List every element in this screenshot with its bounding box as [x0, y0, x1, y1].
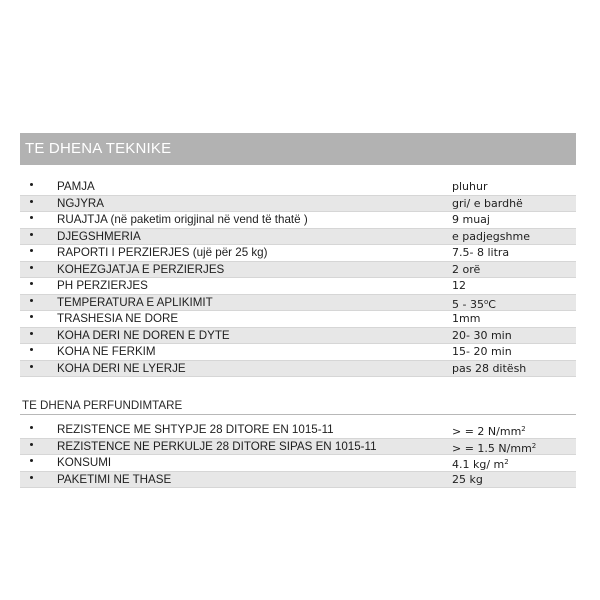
- row-value: e padjegshme: [452, 229, 530, 243]
- row-label: PH PERZIERJES: [57, 279, 148, 292]
- table-row: [20, 422, 576, 439]
- row-label: KONSUMI: [57, 456, 112, 469]
- table-row: [20, 229, 576, 246]
- bullet-icon: [30, 476, 33, 479]
- row-value: [452, 295, 496, 313]
- value-superscript: o: [483, 297, 489, 306]
- row-value: 25 kg: [452, 472, 483, 486]
- final-data-table: [20, 422, 576, 488]
- row-label: RAPORTI I PERZIERJES (ujë për 25 kg): [57, 246, 268, 259]
- table-row: [20, 472, 576, 489]
- bullet-icon: [30, 365, 33, 368]
- bullet-icon: [30, 216, 33, 219]
- value-superscript: 2: [531, 441, 537, 450]
- bullet-icon: [30, 249, 33, 252]
- table-row: [20, 328, 576, 345]
- row-label: TRASHESIA NE DORE: [57, 312, 179, 325]
- table-row: [20, 439, 576, 456]
- table-row: [20, 344, 576, 361]
- bullet-icon: [30, 299, 33, 302]
- bullet-icon: [30, 200, 33, 203]
- value-main: 4.1 kg/ m: [452, 458, 505, 471]
- row-value: [452, 439, 536, 457]
- row-value: 2 orë: [452, 262, 481, 276]
- bullet-icon: [30, 348, 33, 351]
- row-value: 20- 30 min: [452, 328, 512, 342]
- row-value: 15- 20 min: [452, 345, 512, 358]
- table-row: [20, 179, 576, 196]
- value-main: > = 2 N/mm: [452, 425, 522, 438]
- value-superscript: 2: [504, 458, 509, 466]
- row-label: DJEGSHMERIA: [57, 229, 141, 243]
- value-main: 5 - 35: [452, 297, 484, 311]
- section-title: TE DHENA TEKNIKE: [25, 140, 172, 157]
- technical-data-sheet: [20, 133, 576, 488]
- row-value: 12: [452, 279, 466, 292]
- bullet-icon: [30, 282, 33, 285]
- row-label: KOHA NE FERKIM: [57, 345, 156, 358]
- row-label: KOHEZGJATJA E PERZIERJES: [57, 262, 225, 276]
- row-label: KOHA DERI NE LYERJE: [57, 361, 186, 375]
- row-label: PAKETIMI NE THASE: [57, 472, 172, 486]
- bullet-icon: [30, 332, 33, 335]
- table-row: [20, 361, 576, 378]
- table-row: [20, 212, 576, 229]
- row-label: NGJYRA: [57, 196, 105, 210]
- row-value: [452, 422, 526, 440]
- bullet-icon: [30, 315, 33, 318]
- row-value: 1mm: [452, 312, 481, 325]
- row-value: pas 28 ditësh: [452, 361, 527, 375]
- row-label: REZISTENCE NE PERKULJE 28 DITORE SIPAS EN 1015-11: [57, 439, 377, 453]
- row-value: [452, 455, 509, 473]
- section-header-technical-data: [20, 133, 576, 165]
- bullet-icon: [30, 233, 33, 236]
- table-row: [20, 278, 576, 295]
- section-header-final-data: [20, 397, 576, 415]
- row-value: 7.5- 8 litra: [452, 246, 510, 259]
- table-row: [20, 455, 576, 472]
- table-row: [20, 295, 576, 312]
- table-row: [20, 262, 576, 279]
- row-value: pluhur: [452, 180, 488, 193]
- row-label: KOHA DERI NE DOREN E DYTE: [57, 328, 230, 342]
- value-superscript: 2: [521, 425, 526, 433]
- bullet-icon: [30, 459, 33, 462]
- row-label: REZISTENCE ME SHTYPJE 28 DITORE EN 1015-11: [57, 423, 334, 436]
- row-value: 9 muaj: [452, 213, 490, 226]
- table-row: [20, 245, 576, 262]
- table-row: [20, 311, 576, 328]
- technical-data-table: [20, 179, 576, 377]
- value-suffix: C: [488, 297, 496, 311]
- bullet-icon: [30, 426, 33, 429]
- row-value: gri/ e bardhë: [452, 196, 523, 210]
- bullet-icon: [30, 266, 33, 269]
- row-label: PAMJA: [57, 180, 95, 193]
- bullet-icon: [30, 183, 33, 186]
- value-main: > = 1.5 N/mm: [452, 441, 532, 455]
- bullet-icon: [30, 443, 33, 446]
- section-title: TE DHENA PERFUNDIMTARE: [22, 399, 183, 412]
- row-label: RUAJTJA (në paketim origjinal në vend të thatë ): [57, 213, 308, 226]
- table-row: [20, 196, 576, 213]
- row-label: TEMPERATURA E APLIKIMIT: [57, 295, 213, 309]
